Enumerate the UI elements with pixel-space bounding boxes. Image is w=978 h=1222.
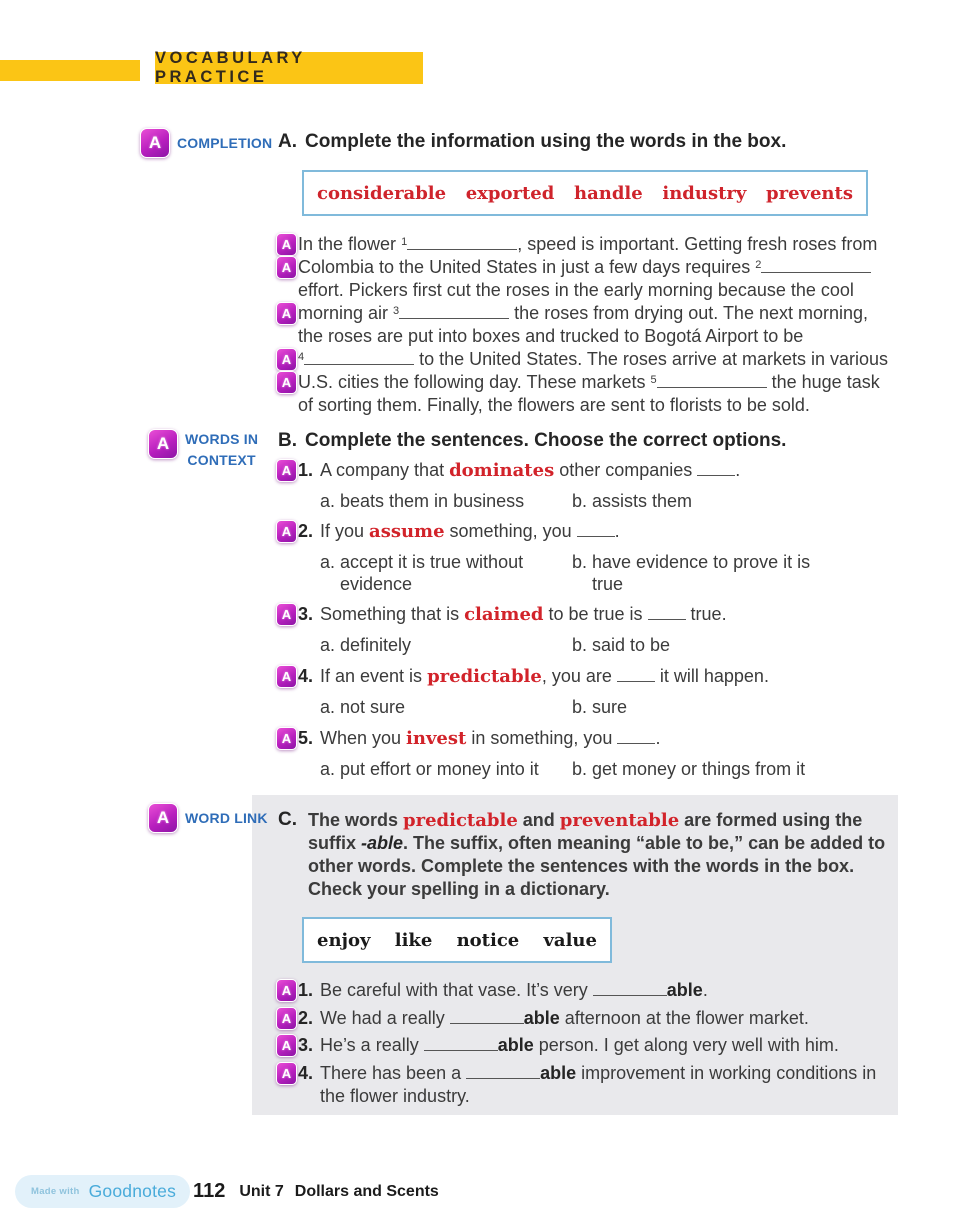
option-label: b. bbox=[572, 759, 588, 779]
answer-blank bbox=[424, 1035, 498, 1051]
annotation-a-icon: A bbox=[276, 302, 297, 325]
text-segment: something, you bbox=[444, 521, 577, 541]
question-text bbox=[320, 665, 769, 688]
text-segment: person. I get along very well with him. bbox=[533, 1035, 839, 1055]
question-row bbox=[276, 665, 769, 688]
suffix-able: able bbox=[666, 980, 703, 1000]
question-number: 4. bbox=[298, 666, 314, 686]
item-text bbox=[320, 1007, 886, 1030]
header-yellow-strip bbox=[0, 60, 140, 81]
section-b-tag bbox=[148, 429, 258, 471]
text-segment: . bbox=[735, 460, 741, 480]
question-number: 5. bbox=[298, 728, 314, 748]
annotation-a-icon: A bbox=[276, 1034, 297, 1057]
text-segment: There has been a bbox=[320, 1063, 467, 1083]
section-letter: C. bbox=[278, 809, 297, 830]
answer-blank bbox=[697, 460, 735, 476]
tag-line: CONTEXT bbox=[187, 452, 256, 468]
text-segment: He’s a really bbox=[320, 1035, 424, 1055]
text-segment: and bbox=[517, 810, 560, 830]
text-segment: When you bbox=[320, 728, 407, 748]
question-row bbox=[276, 459, 740, 482]
answer-blank bbox=[617, 728, 655, 744]
keyword: preventable bbox=[559, 810, 680, 831]
options-row bbox=[320, 490, 837, 512]
text-segment: the roses are put into boxes and trucked to Bogotá Airport to be bbox=[298, 326, 804, 346]
text-segment: improvement in working conditions in the flower industry. bbox=[320, 1063, 877, 1106]
word-box-word: considerable bbox=[317, 182, 447, 204]
option-a bbox=[320, 634, 572, 656]
suffix-able: able bbox=[523, 1008, 560, 1028]
suffix-able: able bbox=[540, 1063, 577, 1083]
item-text bbox=[320, 1062, 886, 1108]
word-box-word: exported bbox=[465, 182, 555, 204]
word-box-c bbox=[302, 917, 612, 963]
option-a bbox=[320, 490, 572, 512]
annotation-a-icon: A bbox=[276, 233, 297, 256]
text-segment: true. bbox=[685, 604, 727, 624]
annotation-a-icon: A bbox=[276, 256, 297, 279]
keyword: claimed bbox=[464, 604, 544, 625]
item-number: 4. bbox=[298, 1063, 314, 1083]
section-a-tag bbox=[140, 128, 272, 158]
annotation-a-icon: A bbox=[276, 603, 297, 626]
suffix-able: able bbox=[497, 1035, 534, 1055]
header-banner bbox=[155, 49, 423, 86]
option-b bbox=[572, 758, 837, 780]
answer-blank bbox=[466, 1063, 540, 1079]
text-segment: A company that bbox=[320, 460, 450, 480]
answer-blank bbox=[657, 372, 767, 388]
text-segment: . bbox=[702, 980, 708, 1000]
section-b-tag-label bbox=[185, 429, 258, 471]
keyword: predictable bbox=[427, 666, 542, 687]
text-segment: Colombia to the United States in just a few days requires bbox=[298, 257, 756, 277]
goodnotes-brand: Goodnotes bbox=[88, 1181, 177, 1201]
paragraph-line bbox=[276, 279, 938, 302]
section-c-heading bbox=[278, 809, 886, 901]
options-row bbox=[320, 634, 837, 656]
text-segment: morning air bbox=[298, 303, 394, 323]
section-a-instructions: Complete the information using the words in the box. bbox=[305, 131, 787, 152]
section-c-instructions bbox=[308, 809, 886, 901]
text-segment: The words bbox=[308, 810, 404, 830]
text-segment: the roses from drying out. The next morning, bbox=[509, 303, 869, 323]
section-c-tag-label: WORD LINK bbox=[185, 810, 268, 826]
answer-blank bbox=[648, 604, 686, 620]
option-text: have evidence to prove it is true bbox=[592, 552, 811, 594]
answer-blank bbox=[407, 234, 517, 250]
annotation-a-icon: A bbox=[276, 1007, 297, 1030]
text-segment: U.S. cities the following day. These markets bbox=[298, 372, 651, 392]
text-segment: to be true is bbox=[543, 604, 648, 624]
annotation-a-icon: A bbox=[148, 803, 178, 833]
option-text: sure bbox=[592, 697, 628, 717]
section-letter: A. bbox=[278, 131, 297, 152]
word-box-word: notice bbox=[456, 929, 520, 951]
annotation-a-icon: A bbox=[276, 665, 297, 688]
option-label: b. bbox=[572, 635, 588, 655]
option-a bbox=[320, 758, 572, 780]
text-segment: to the United States. The roses arrive at markets in various bbox=[414, 349, 889, 369]
word-box-a bbox=[302, 170, 868, 216]
answer-blank bbox=[761, 257, 871, 273]
question-number: 1. bbox=[298, 460, 314, 480]
answer-blank bbox=[450, 1008, 524, 1024]
superscript-number: 1 bbox=[401, 236, 408, 248]
page-footer bbox=[15, 1175, 439, 1208]
text-segment: If you bbox=[320, 521, 370, 541]
text-segment: If an event is bbox=[320, 666, 428, 686]
word-box-word: value bbox=[543, 929, 597, 951]
text-segment: , speed is important. Getting fresh roses from bbox=[517, 234, 878, 254]
answer-blank bbox=[577, 521, 615, 537]
answer-blank bbox=[399, 303, 509, 319]
option-label: a. bbox=[320, 697, 336, 717]
option-a bbox=[320, 551, 572, 595]
option-a bbox=[320, 696, 572, 718]
annotation-a-icon: A bbox=[276, 979, 297, 1002]
section-a-heading bbox=[278, 131, 786, 153]
text-segment: of sorting them. Finally, the flowers are sent to florists to be sold. bbox=[298, 395, 810, 415]
option-text: put effort or money into it bbox=[340, 759, 539, 779]
word-box-word: like bbox=[394, 929, 433, 951]
annotation-a-icon: A bbox=[276, 520, 297, 543]
text-segment: other companies bbox=[554, 460, 698, 480]
option-label: a. bbox=[320, 491, 336, 511]
text-segment: effort. Pickers first cut the roses in the early morning because the cool bbox=[298, 280, 854, 300]
question-text bbox=[320, 727, 660, 750]
option-label: a. bbox=[320, 552, 336, 572]
sentence-item bbox=[276, 1007, 886, 1030]
option-label: b. bbox=[572, 697, 588, 717]
made-with-label: Made with bbox=[31, 1186, 80, 1197]
annotation-a-icon: A bbox=[276, 348, 297, 371]
unit-title: Dollars and Scents bbox=[294, 1182, 439, 1200]
option-b bbox=[572, 490, 837, 512]
question-number: 2. bbox=[298, 521, 314, 541]
annotation-a-icon: A bbox=[276, 1062, 297, 1085]
word-box-word: enjoy bbox=[317, 929, 371, 951]
option-text: accept it is true without evidence bbox=[340, 552, 524, 594]
keyword: predictable bbox=[403, 810, 518, 831]
page-number: 112 bbox=[193, 1180, 226, 1202]
options-row bbox=[320, 551, 837, 595]
suffix-term: -able bbox=[361, 833, 404, 853]
option-text: get money or things from it bbox=[592, 759, 806, 779]
option-text: definitely bbox=[340, 635, 412, 655]
option-b bbox=[572, 696, 837, 718]
section-c-tag bbox=[148, 803, 268, 833]
option-b bbox=[572, 634, 837, 656]
word-box-word: industry bbox=[662, 182, 747, 204]
option-label: a. bbox=[320, 759, 336, 779]
text-segment: are formed using the suffix bbox=[308, 810, 863, 853]
question-row bbox=[276, 727, 660, 750]
sentence-item bbox=[276, 1062, 886, 1108]
paragraph-line bbox=[276, 394, 938, 417]
question-row bbox=[276, 520, 620, 543]
text-segment: . bbox=[614, 521, 620, 541]
question-number: 3. bbox=[298, 604, 314, 624]
option-text: beats them in business bbox=[340, 491, 525, 511]
options-row bbox=[320, 758, 837, 780]
item-number: 3. bbox=[298, 1035, 314, 1055]
answer-blank bbox=[593, 980, 667, 996]
section-b-heading bbox=[278, 430, 786, 452]
text-segment: . bbox=[655, 728, 661, 748]
keyword: dominates bbox=[449, 460, 555, 481]
text-segment: Something that is bbox=[320, 604, 465, 624]
superscript-number: 4 bbox=[298, 351, 305, 363]
page-title: VOCABULARY PRACTICE bbox=[155, 49, 306, 86]
superscript-number: 5 bbox=[650, 374, 657, 386]
option-text: said to be bbox=[592, 635, 671, 655]
option-label: a. bbox=[320, 635, 336, 655]
question-text bbox=[320, 520, 620, 543]
text-segment: In the flower bbox=[298, 234, 402, 254]
item-text bbox=[320, 979, 886, 1002]
annotation-a-icon: A bbox=[276, 727, 297, 750]
text-segment: in something, you bbox=[466, 728, 618, 748]
text-segment: , you are bbox=[541, 666, 617, 686]
question-text bbox=[320, 459, 740, 482]
question-row bbox=[276, 603, 727, 626]
text-segment: . The suffix, often meaning “able to be,” can be added to other words. Complete the sentences with the words in the box. Check your spelling in a dictionary. bbox=[308, 833, 886, 899]
superscript-number: 3 bbox=[393, 305, 400, 317]
keyword: invest bbox=[406, 728, 467, 749]
option-label: b. bbox=[572, 491, 588, 511]
sentence-item bbox=[276, 1034, 886, 1057]
goodnotes-badge bbox=[15, 1175, 190, 1208]
keyword: assume bbox=[369, 521, 445, 542]
annotation-a-icon: A bbox=[276, 459, 297, 482]
answer-blank bbox=[304, 349, 414, 365]
item-number: 1. bbox=[298, 980, 314, 1000]
text-segment: the huge task bbox=[766, 372, 880, 392]
tag-line: WORDS IN bbox=[185, 431, 259, 447]
option-label: b. bbox=[572, 552, 588, 572]
option-b bbox=[572, 551, 837, 595]
section-b-instructions: Complete the sentences. Choose the correct options. bbox=[305, 430, 787, 451]
unit-label: Unit 7 bbox=[239, 1182, 284, 1200]
text-segment: We had a really bbox=[320, 1008, 450, 1028]
word-box-word: prevents bbox=[766, 182, 853, 204]
text-segment: afternoon at the flower market. bbox=[559, 1008, 809, 1028]
answer-blank bbox=[617, 666, 655, 682]
superscript-number: 2 bbox=[755, 259, 762, 271]
options-row bbox=[320, 696, 837, 718]
annotation-a-icon: A bbox=[140, 128, 170, 158]
item-number: 2. bbox=[298, 1008, 314, 1028]
section-a-tag-label: COMPLETION bbox=[177, 135, 273, 151]
annotation-a-icon: A bbox=[276, 371, 297, 394]
sentence-item bbox=[276, 979, 886, 1002]
section-letter: B. bbox=[278, 430, 297, 451]
annotation-a-icon: A bbox=[148, 429, 178, 459]
paragraph-line bbox=[276, 325, 938, 348]
item-text bbox=[320, 1034, 886, 1057]
question-text bbox=[320, 603, 727, 626]
option-text: not sure bbox=[340, 697, 406, 717]
text-segment: it will happen. bbox=[654, 666, 769, 686]
word-box-word: handle bbox=[574, 182, 643, 204]
option-text: assists them bbox=[592, 491, 693, 511]
text-segment: Be careful with that vase. It’s very bbox=[320, 980, 593, 1000]
